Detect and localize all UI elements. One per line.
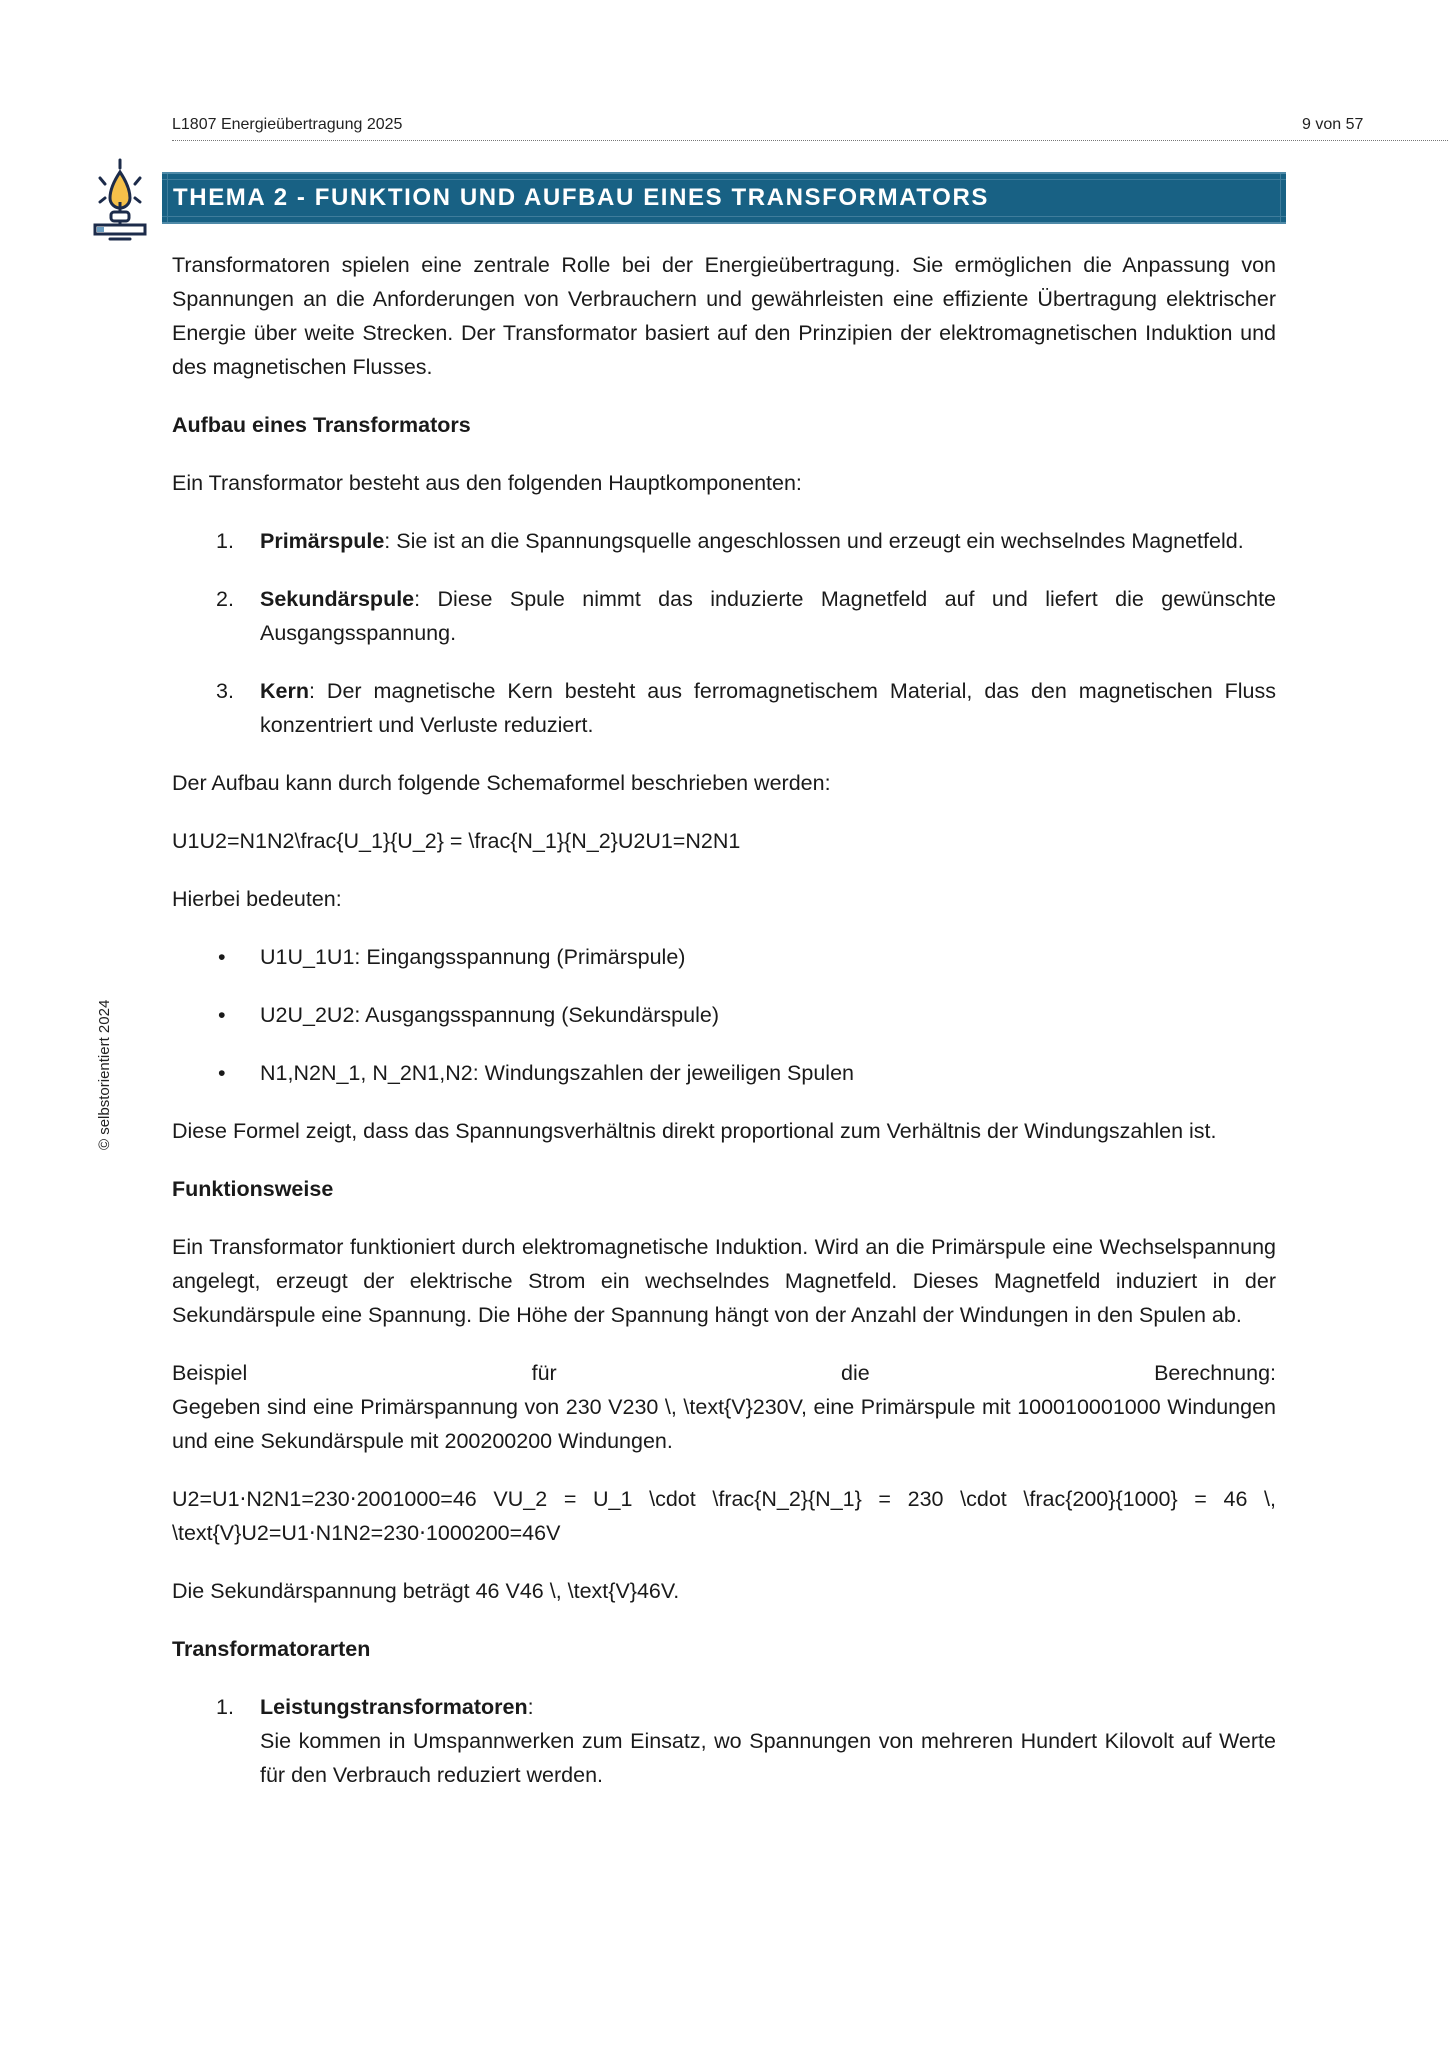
funktionsweise-paragraph: Ein Transformator funktioniert durch elektromagnetische Induktion. Wird an die Primärspule eine Wechselspannung angelegt, erzeugt der elektrische Strom ein wechselndes Magnetfeld. Dieses Magnetfeld induziert in der Sekundärspule eine Spannung. Die Höhe der Spannung hängt von der Anzahl der Windungen in den Spulen ab. [172, 1235, 1276, 1327]
legend-intro: Hierbei bedeuten: [172, 887, 342, 911]
bullet-icon: • [218, 945, 226, 969]
section-heading-banner [162, 172, 1286, 224]
component-description: : Diese Spule nimmt das induzierte Magnetfeld auf und liefert die gewünschte Ausgangsspannung. [260, 587, 1276, 645]
type-term-suffix: : [527, 1695, 534, 1719]
document-body [172, 248, 1276, 1816]
page-header [172, 116, 1448, 141]
formula-legend-list [172, 940, 1276, 1090]
list-item [172, 940, 1276, 974]
section-title: THEMA 2 - FUNKTION UND AUFBAU EINES TRANSFORMATORS [173, 184, 989, 211]
example-label: Beispiel für die Berechnung: [172, 1361, 1276, 1385]
formula-intro: Der Aufbau kann durch folgende Schemaformel beschrieben werden: [172, 771, 831, 795]
example-paragraph [172, 1356, 1276, 1458]
heading-funktionsweise: Funktionsweise [172, 1177, 334, 1201]
formula-conclusion: Diese Formel zeigt, dass das Spannungsverhältnis direkt proportional zum Verhältnis der Windungszahlen ist. [172, 1119, 1217, 1143]
document-title: L1807 Energieübertragung 2025 [172, 116, 403, 133]
list-number: 2. [216, 587, 234, 611]
list-item [172, 998, 1276, 1032]
heading-transformatorarten: Transformatorarten [172, 1637, 371, 1661]
candle-icon [92, 158, 152, 242]
components-lead: Ein Transformator besteht aus den folgenden Hauptkomponenten: [172, 471, 802, 495]
component-list [172, 524, 1276, 742]
legend-text: N1,N2N_1, N_2N1,N2: Windungszahlen der jeweiligen Spulen [260, 1061, 854, 1085]
list-item [172, 1056, 1276, 1090]
list-item [172, 582, 1276, 650]
legend-text: U1U_1U1: Eingangsspannung (Primärspule) [260, 945, 686, 969]
schema-formula: U1U2=N1N2\frac{U_1}{U_2} = \frac{N_1}{N_2}U2U1=N2N1 [172, 829, 741, 853]
example-text: Gegeben sind eine Primärspannung von 230 V230 \, \text{V}230V, eine Primärspule mit 100010001000 Windungen und eine Sekundärspule mit 200200200 Windungen. [172, 1395, 1276, 1453]
heading-aufbau: Aufbau eines Transformators [172, 413, 471, 437]
calculation-formula: U2=U1⋅N2N1=230⋅2001000=46 VU_2 = U_1 \cdot \frac{N_2}{N_1} = 230 \cdot \frac{200}{1000} = 46 \, \text{V}U2=U1⋅N1N2=230⋅1000200=46V [172, 1487, 1276, 1545]
list-number: 1. [216, 529, 234, 553]
bullet-icon: • [218, 1061, 226, 1085]
list-item [172, 524, 1276, 558]
bullet-icon: • [218, 1003, 226, 1027]
component-term: Sekundärspule [260, 587, 415, 611]
transformer-types-list [172, 1690, 1276, 1792]
calculation-result: Die Sekundärspannung beträgt 46 V46 \, \text{V}46V. [172, 1579, 680, 1603]
component-term: Primärspule [260, 529, 385, 553]
page-indicator: 9 von 57 [1302, 116, 1364, 133]
type-term: Leistungstransformatoren [260, 1695, 528, 1719]
component-term: Kern [260, 679, 309, 703]
list-number: 3. [216, 679, 234, 703]
list-item [172, 1690, 1276, 1792]
component-description: : Sie ist an die Spannungsquelle angeschlossen und erzeugt ein wechselndes Magnetfeld. [384, 529, 1244, 553]
copyright-notice: © selbstorientiert 2024 [96, 999, 113, 1150]
intro-paragraph: Transformatoren spielen eine zentrale Rolle bei der Energieübertragung. Sie ermöglichen die Anpassung von Spannungen an die Anforderungen von Verbrauchern und gewährleisten eine effiziente Übertragung elektrischer Energie über weite Strecken. Der Transformator basiert auf den Prinzipien der elektromagnetischen Induktion und des magnetischen Flusses. [172, 253, 1276, 379]
legend-text: U2U_2U2: Ausgangsspannung (Sekundärspule) [260, 1003, 719, 1027]
type-description: Sie kommen in Umspannwerken zum Einsatz, wo Spannungen von mehreren Hundert Kilovolt auf Werte für den Verbrauch reduziert werden. [260, 1729, 1276, 1787]
component-description: : Der magnetische Kern besteht aus ferromagnetischem Material, das den magnetischen Fluss konzentriert und Verluste reduziert. [260, 679, 1276, 737]
list-number: 1. [216, 1695, 234, 1719]
list-item [172, 674, 1276, 742]
